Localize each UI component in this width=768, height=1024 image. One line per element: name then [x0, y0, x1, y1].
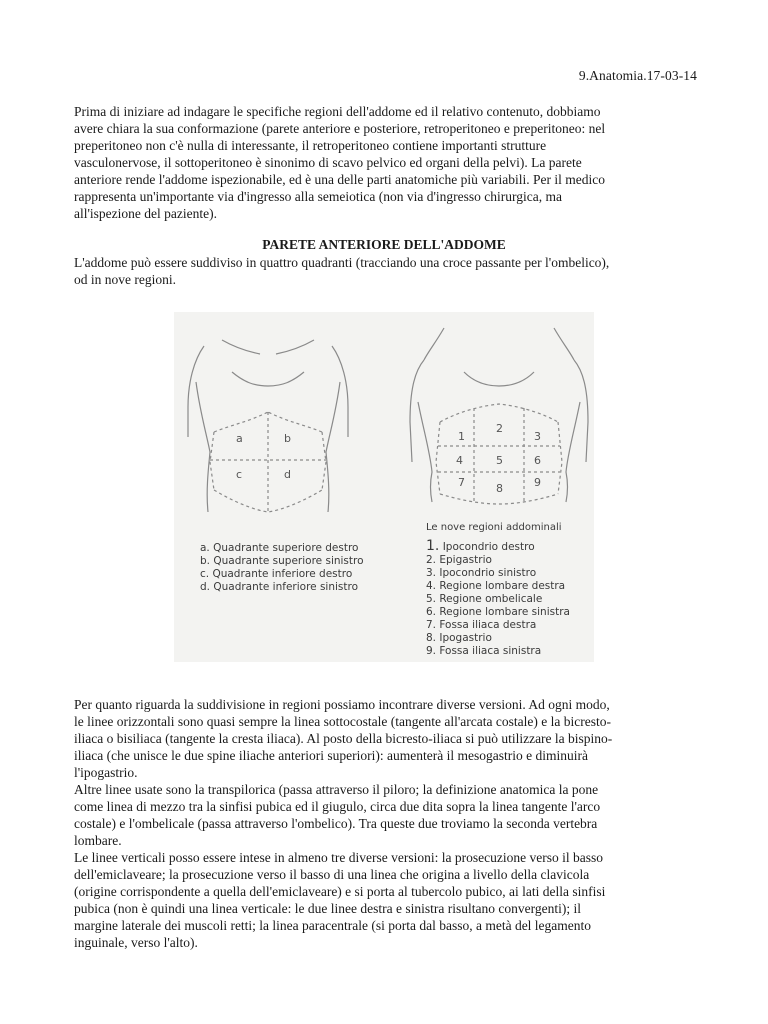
legend-item: 4. Regione lombare destra	[426, 580, 566, 592]
region-label: 6	[534, 454, 541, 467]
legend-item: 8. Ipogastrio	[426, 632, 492, 644]
region-label: 3	[534, 430, 541, 443]
text-line: Altre linee usate sono la transpilorica (passa attraverso il piloro; la definizione anatomica la pone	[74, 782, 599, 797]
text-line: preperitoneo non c'è nulla di interessante, il retroperitoneo contiene importanti strutture	[74, 138, 547, 153]
text-line: od in nove regioni.	[74, 272, 176, 287]
legend-item: d. Quadrante inferiore sinistro	[200, 581, 359, 593]
region-label: 2	[496, 422, 503, 435]
regions-discussion-paragraph	[74, 696, 698, 951]
text-line: all'ispezione del paziente).	[74, 206, 217, 221]
legend-number: 1.	[426, 538, 440, 554]
text-line: come linea di mezzo tra la sinfisi pubica ed il giugulo, circa due dita sopra la linea tangente l'arco	[74, 799, 601, 814]
text-line: dell'emiclaveare; la prosecuzione verso il basso di una linea che origina a livello della clavicola	[74, 867, 590, 882]
legend-text: Ipocondrio destro	[442, 541, 535, 553]
text-line: l'ipogastrio.	[74, 765, 138, 780]
region-label: 7	[458, 476, 465, 489]
legend-item: 9. Fossa iliaca sinistra	[426, 645, 542, 657]
quadrant-label: d	[284, 468, 291, 481]
quadrant-label: a	[236, 432, 243, 445]
legend-item: a. Quadrante superiore destro	[200, 542, 359, 554]
text-line: L'addome può essere suddiviso in quattro quadranti (tracciando una croce passante per l'ombelico),	[74, 255, 610, 270]
region-label: 1	[458, 430, 465, 443]
text-line: Le linee verticali posso essere intese in almeno tre diverse versioni: la prosecuzione verso il basso	[74, 850, 603, 865]
region-label: 4	[456, 454, 463, 467]
quadrant-label: c	[236, 468, 243, 481]
legend-item: 5. Regione ombelicale	[426, 593, 543, 605]
region-label: 8	[496, 482, 503, 495]
abdomen-regions-figure	[174, 312, 594, 662]
torso-quadrants-drawing	[188, 340, 348, 512]
legend-item: 2. Epigastrio	[426, 554, 492, 566]
legend-item: 3. Ipocondrio sinistro	[426, 567, 537, 579]
text-line: iliaca o bisiliaca (tangente la cresta iliaca). Al posto della bicresto-iliaca si può utilizzare la bispino-	[74, 731, 613, 746]
section-heading: PARETE ANTERIORE DELL'ADDOME	[262, 237, 506, 252]
text-line: Per quanto riguarda la suddivisione in regioni possiamo incontrare diverse versioni. Ad ogni modo,	[74, 697, 610, 712]
quadrant-label: b	[284, 432, 291, 445]
legend-item: 6. Regione lombare sinistra	[426, 606, 570, 618]
text-line: inguinale, verso l'alto).	[74, 935, 198, 950]
text-line: anteriore rende l'addome ispezionabile, ed è una delle parti anatomiche più variabili. Per il medico	[74, 172, 605, 187]
text-line: costale) e l'ombelicale (passa attraverso l'ombelico). Tra queste due troviamo la seconda vertebra	[74, 816, 598, 831]
legend-item: c. Quadrante inferiore destro	[200, 568, 353, 580]
regions-legend-title: Le nove regioni addominali	[426, 522, 562, 533]
legend-item	[426, 540, 570, 554]
lecture-reference: 9.Anatomia.17-03-14	[578, 68, 697, 83]
text-line: iliaca (che unisce le due spine iliache anteriori superiori): aumenterà il mesogastrio e diminuirà	[74, 748, 588, 763]
torso-nine-regions-drawing	[410, 328, 588, 504]
region-label: 9	[534, 476, 541, 489]
legend-item: b. Quadrante superiore sinistro	[200, 555, 364, 567]
text-line: Prima di iniziare ad indagare le specifiche regioni dell'addome ed il relativo contenuto, dobbiamo	[74, 104, 601, 119]
text-line: margine laterale dei muscoli retti; la linea paracentrale (si porta dal basso, a metà del legamento	[74, 918, 592, 933]
text-line: rappresenta un'importante via d'ingresso alla semeiotica (non via d'ingresso chirurgica, ma	[74, 189, 563, 204]
section-intro-paragraph	[74, 254, 698, 288]
quadrants-legend	[200, 542, 364, 594]
text-line: pubica (non è quindi una linea verticale: le due linee destra e sinistra risultano convergenti); il	[74, 901, 581, 916]
text-line: vasculonervose, il sottoperitoneo è sinonimo di scavo pelvico ed organi della pelvi). La parete	[74, 155, 582, 170]
region-label: 5	[496, 454, 503, 467]
intro-paragraph	[74, 103, 698, 222]
text-line: le linee orizzontali sono quasi sempre la linea sottocostale (tangente all'arcata costale) e la bicresto-	[74, 714, 611, 729]
legend-item: 7. Fossa iliaca destra	[426, 619, 537, 631]
text-line: avere chiara la sua conformazione (parete anteriore e posteriore, retroperitoneo e preperitoneo: nel	[74, 121, 606, 136]
text-line: lombare.	[74, 833, 122, 848]
text-line: (origine corrispondente a quella dell'emiclaveare) e si porta al tubercolo pubico, ai lati della sinfisi	[74, 884, 606, 899]
regions-legend	[426, 540, 570, 658]
